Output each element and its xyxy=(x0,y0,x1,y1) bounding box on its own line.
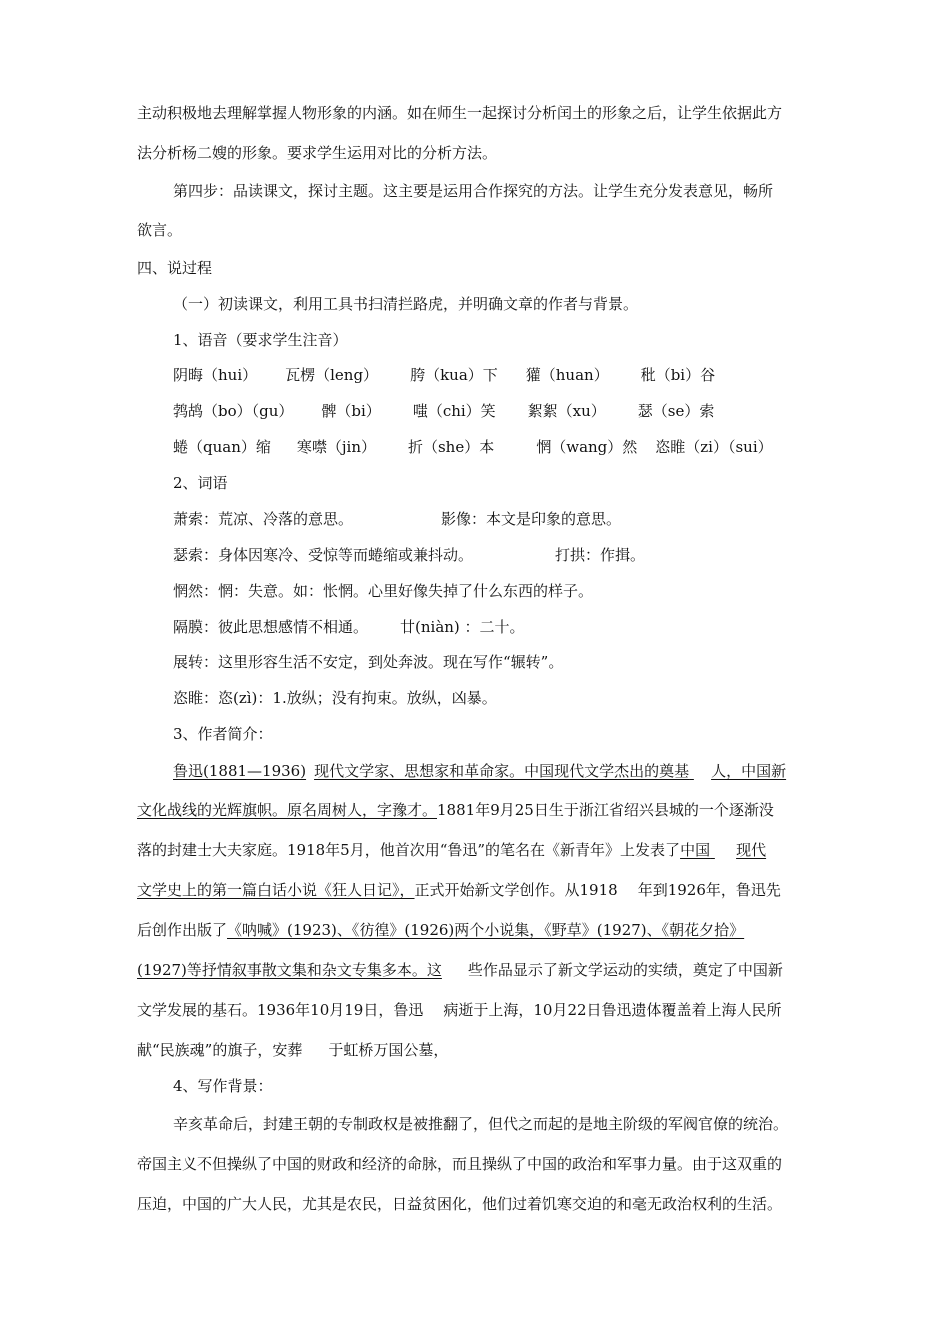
vocabulary-line: 展转：这里形容生活不安定，到处奔波。现在写作“辗转”。 xyxy=(173,653,564,671)
author-line xyxy=(137,840,766,860)
author-text: 年到1926年，鲁迅先 xyxy=(637,881,781,899)
author-line xyxy=(137,960,783,980)
pron-item: 秕（bi）谷 xyxy=(640,366,716,384)
vocab-entry: 打拱：作揖。 xyxy=(555,546,646,564)
vocabulary-line xyxy=(173,509,621,529)
background-line: 帝国主义不但操纵了中国的财政和经济的命脉，而且操纵了中国的政治和军事力量。由于这双重的 xyxy=(137,1155,783,1173)
underlined-text: 人，中国新 xyxy=(711,762,787,780)
vocab-entry: 隔膜：彼此思想感情不相通。 xyxy=(173,618,369,636)
vocabulary-line xyxy=(173,617,525,637)
paragraph-line: 主动积极地去理解掌握人物形象的内涵。如在师生一起探讨分析闰土的形象之后，让学生依据此方 xyxy=(137,104,783,122)
pronunciation-row xyxy=(173,437,773,457)
author-text: 些作品显示了新文学运动的实绩，奠定了中国新 xyxy=(467,961,783,979)
author-line xyxy=(137,1000,782,1020)
pron-item: 鹁鸪（bo）（gu） xyxy=(173,402,294,420)
author-heading: 3、作者简介： xyxy=(173,725,273,743)
author-line xyxy=(173,761,786,781)
author-text: 病逝于上海，10月22日鲁迅遗体覆盖着上海人民所 xyxy=(443,1001,782,1019)
background-heading: 4、写作背景： xyxy=(173,1077,273,1095)
paragraph-line: 欲言。 xyxy=(137,221,183,239)
background-line: 压迫，中国的广大人民，尤其是农民，日益贫困化，他们过着饥寒交迫的和毫无政治权利的生活。 xyxy=(137,1195,783,1213)
pron-item: 胯（kua）下 xyxy=(410,366,498,384)
background-line: 辛亥革命后，封建王朝的专制政权是被推翻了，但代之而起的是地主阶级的军阀官僚的统治。 xyxy=(173,1115,789,1133)
pron-item: 折（she）本 xyxy=(407,438,495,456)
paragraph-line: 法分析杨二嫂的形象。要求学生运用对比的分析方法。 xyxy=(137,144,498,162)
underlined-text: 中国 xyxy=(680,841,711,859)
author-text: 1881年9月25日生于浙江省绍兴县城的一个逐渐没 xyxy=(437,801,774,819)
underlined-text: 鲁迅(1881—1936) xyxy=(173,762,307,780)
underlined-text: 现代 xyxy=(736,841,767,859)
author-line xyxy=(137,920,744,940)
pron-item: 阴晦（hui） xyxy=(173,366,258,384)
pronunciation-row xyxy=(173,401,714,421)
underlined-text: 《呐喊》(1923)、《彷徨》(1926)两个小说集，《野草》(1927)、《朝花夕拾》 xyxy=(227,921,745,939)
underlined-text: (1927)等抒情叙事散文集和杂文专集多本。这 xyxy=(137,961,442,979)
subsection-heading: （一）初读课文，利用工具书扫清拦路虎，并明确文章的作者与背景。 xyxy=(173,295,639,313)
section-heading: 四、说过程 xyxy=(137,259,213,277)
vocabulary-line: 恣睢：恣(zì)：1.放纵；没有拘束。放纵，凶暴。 xyxy=(173,689,497,707)
pron-item: 惘（wang）然 xyxy=(536,438,638,456)
author-line xyxy=(137,800,774,820)
author-text: 正式开始新文学创作。从1918 xyxy=(414,881,618,899)
pron-item: 恣睢（zi）（sui） xyxy=(655,438,773,456)
pron-item: 寒噤（jin） xyxy=(296,438,376,456)
pron-item: 髀（bi） xyxy=(321,402,381,420)
author-text: 献“民族魂”的旗子，安葬 xyxy=(137,1041,303,1059)
author-text: 后创作出版了 xyxy=(137,921,228,939)
author-line xyxy=(137,1040,448,1060)
pron-item: 獾（huan） xyxy=(525,366,609,384)
pron-item: 蜷（quan）缩 xyxy=(173,438,271,456)
vocab-entry: 廿(niàn) ：二十。 xyxy=(400,618,525,636)
vocabulary-heading: 2、词语 xyxy=(173,474,228,492)
vocabulary-line: 惘然：惘：失意。如：怅惘。心里好像失掉了什么东西的样子。 xyxy=(173,582,594,600)
underlined-text: 现代文学家、思想家和革命家。中国现代文学杰出的奠基 xyxy=(314,762,690,780)
author-text: 于虹桥万国公墓， xyxy=(328,1041,449,1059)
pronunciation-row xyxy=(173,365,715,385)
pron-item: 絮絮（xu） xyxy=(527,402,606,420)
vocab-entry: 影像：本文是印象的意思。 xyxy=(441,510,622,528)
author-text: 落的封建士大夫家庭。1918年5月，他首次用“鲁迅”的笔名在《新青年》上发表了 xyxy=(137,841,681,859)
pronunciation-heading: 1、语音（要求学生注音） xyxy=(173,331,348,349)
pron-item: 瓦楞（leng） xyxy=(285,366,379,384)
paragraph-line: 第四步：品读课文，探讨主题。这主要是运用合作探究的方法。让学生充分发表意见，畅所 xyxy=(173,182,774,200)
vocab-entry: 瑟索：身体因寒冷、受惊等而蜷缩或兼抖动。 xyxy=(173,546,474,564)
vocab-entry: 萧索：荒凉、冷落的意思。 xyxy=(173,510,354,528)
pron-item: 瑟（se）索 xyxy=(637,402,715,420)
vocabulary-line xyxy=(173,545,645,565)
pron-item: 嗤（chi）笑 xyxy=(412,402,496,420)
underlined-text: 文化战线的光辉旗帜。原名周树人，字豫才。 xyxy=(137,801,438,819)
underlined-text: 文学史上的第一篇白话小说《狂人日记》， xyxy=(137,881,415,899)
author-line xyxy=(137,880,781,900)
author-text: 文学发展的基石。1936年10月19日，鲁迅 xyxy=(137,1001,424,1019)
